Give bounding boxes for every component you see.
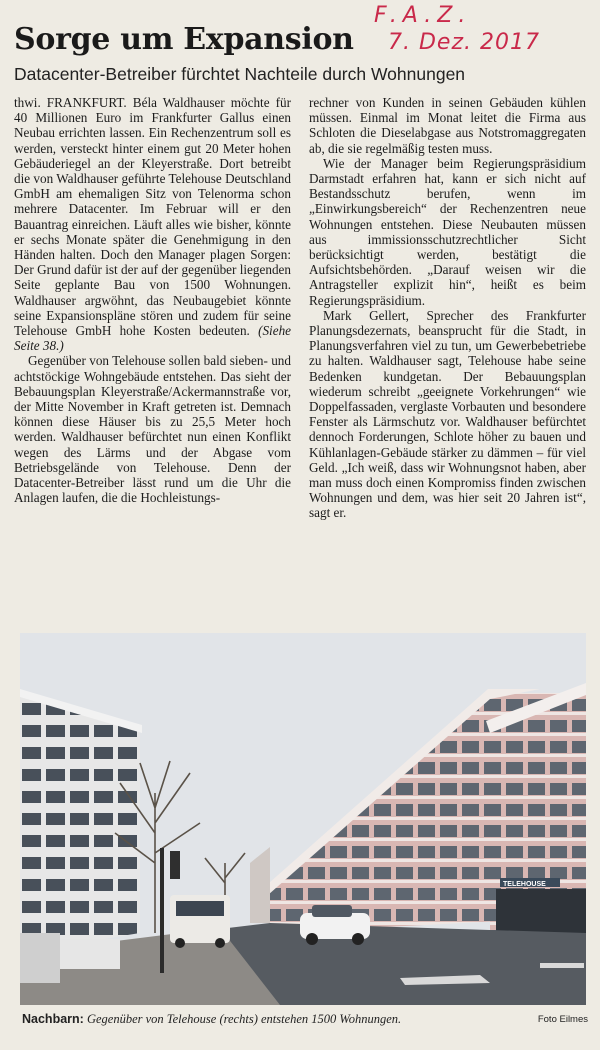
caption-text: Gegenüber von Telehouse (rechts) entstehen 1500 Wohnungen. [86,1012,402,1026]
street-photo-illustration [20,633,586,1005]
article-column-2 [309,95,586,615]
article-body [14,95,586,615]
handwritten-date: 7. Dez. 2017 [388,30,540,56]
caption-lead: Nachbarn: [22,1012,84,1026]
photo-credit: Foto Eilmes [537,1014,588,1025]
building-sign: TELEHOUSE [503,881,546,888]
paragraph: Wie der Manager beim Regierungspräsidium Darmstadt erfahren hat, kann er sich nicht auf Bestandsschutz berufen, wenn im „Einwirkungsbereich“ der Rechenzentren neue Wohnungen entstehen. Diese Neubauten müssen aus immissionsschutzrechtlicher Sicht berücksichtigt werden, bestätigt die Aufsichtsbehörden. „Darauf weisen wir die Antragsteller explizit hin“, heißt es beim Regierungspräsidium. [309,155,586,308]
article-headline: Sorge um Expansion [14,22,354,57]
article-subheadline: Datacenter-Betreiber fürchtet Nachteile durch Wohnungen [14,64,466,84]
paragraph [14,95,291,353]
handwritten-note [370,4,560,54]
photo-caption [22,1012,588,1027]
handwritten-publication: F.A.Z. [374,3,472,28]
paragraph: Gegenüber von Telehouse sollen bald sieben- und achtstöckige Wohngebäude entstehen. Das sieht der Bebauungsplan Kleyerstraße/Ackermannstraße vor, der Mitte November in Kraft getreten ist. Demnach können diese Häuser bis zu 25,5 Meter hoch werden. Waldhauser befürchtet nun einen Konflikt wegen des Lärms und der Abgase vom Betriebsgelände von Telehouse. Denn der Datacenter-Betreiber lässt rund um die Uhr die Anlagen laufen, die die Hochleistungs- [14,353,291,506]
page-reference: (Siehe Seite 38.) [14,323,291,354]
street-photo [20,633,586,1005]
article-column-1 [14,95,291,615]
paragraph: Mark Gellert, Sprecher des Frankfurter Planungsdezernats, beansprucht für die Stadt, in Planungsverfahren viel zu tun, um Gewerbebetriebe zu halten. Waldhauser sagt, Telehouse habe seine Bedenken kundgetan. Der Bebauungsplan wiederum schreibt „geeignete Vorkehrungen“ wie Doppelfassaden, verglaste Vorbauten und besondere Fenster als Lärmschutz vor. Waldhauser befürchtet dennoch Forderungen, Schlote höher zu bauen und Kühlanlagen-Gebäude stärker zu dämmen – für viel Geld. „Ich weiß, dass wir Wohnungsnot haben, aber man muss doch einen Kompromiss finden zwischen Wohnungen und dem, was hier seit 20 Jahren ist“, sagt er. [309,307,586,521]
paragraph-text: thwi. FRANKFURT. Béla Waldhauser möchte für 40 Millionen Euro im Frankfurter Gallus einen Neubau errichten lassen. Ein Rechenzentrum soll es werden, versteckt hinter einem gut 20 Meter hohen Gebäuderiegel an der Kleyerstraße. Dort betreibt die von Waldhauser geführte Telehouse Deutschland GmbH am ehemaligen Sitz von Telenorma schon mehrere Datacenter. Im Februar will er den Bauantrag einreichen. Läuft alles wie bisher, könnte er sechs Monate später die Genehmigung in den Händen halten. Doch den Manager plagen Sorgen: Der Grund dafür ist der auf der gegenüber liegenden Seite geplante Bau von 1500 Wohnungen. Waldhauser argwöhnt, das Neubaugebiet könnte seine Expansionspläne stören und zudem für seine Telehouse GmbH hohe Kosten bedeuten. [14,95,291,339]
paragraph: rechner von Kunden in seinen Gebäuden kühlen müssen. Einmal im Monat leitet die Firma aus Schloten die Dieselabgase aus Notstromaggregaten ab, die sie regelmäßig testen muss. [309,95,586,156]
